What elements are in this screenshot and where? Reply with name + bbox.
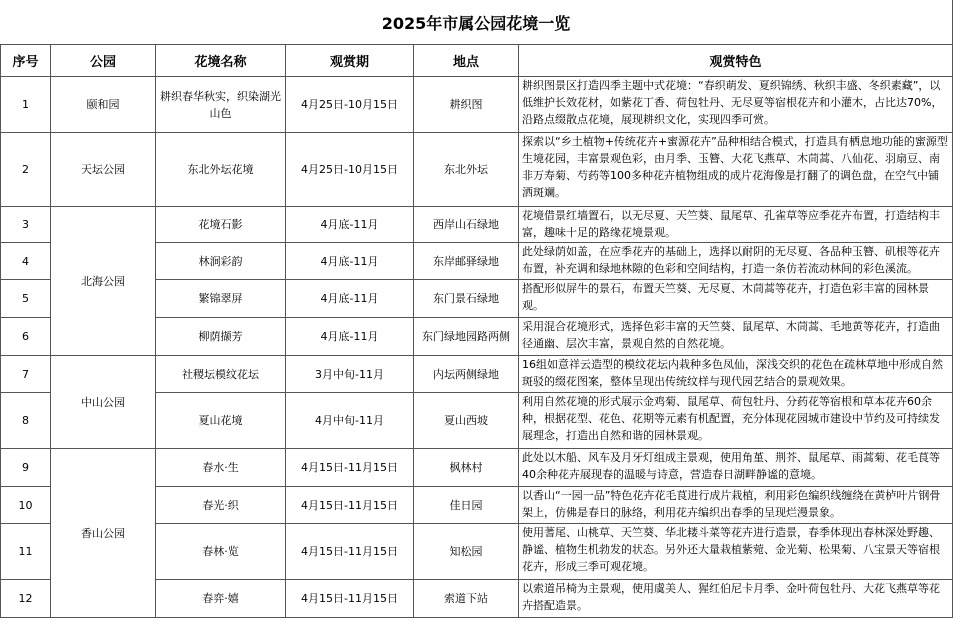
cell-no[interactable]: 6: [1, 318, 51, 356]
cell-desc[interactable]: 利用自然花境的形式展示金鸡菊、鼠尾草、荷包牡丹、分药花等宿根和草本花卉60余种，根据花型、花色、花期等元素有机配置，充分体现花园城市建设中节约及可持续发展理念，打造出自然和谐的园林景观。: [519, 393, 953, 449]
cell-period[interactable]: 4月15日-11月15日: [286, 524, 414, 580]
cell-no[interactable]: 3: [1, 207, 51, 243]
cell-period[interactable]: 4月15日-11月15日: [286, 449, 414, 487]
cell-no[interactable]: 12: [1, 580, 51, 618]
cell-no[interactable]: 11: [1, 524, 51, 580]
cell-place[interactable]: 东门绿地园路两侧: [414, 318, 519, 356]
cell-no[interactable]: 5: [1, 280, 51, 318]
cell-name[interactable]: 夏山花境: [156, 393, 286, 449]
header-period[interactable]: 观赏期: [286, 45, 414, 77]
cell-no[interactable]: 4: [1, 243, 51, 280]
cell-period[interactable]: 4月底-11月: [286, 243, 414, 280]
cell-place[interactable]: 夏山西坡: [414, 393, 519, 449]
cell-place[interactable]: 东岸邮驿绿地: [414, 243, 519, 280]
cell-place[interactable]: 耕织图: [414, 77, 519, 133]
cell-name[interactable]: 耕织春华秋实，织染湖光山色: [156, 77, 286, 133]
header-no[interactable]: 序号: [1, 45, 51, 77]
header-park[interactable]: 公园: [51, 45, 156, 77]
cell-place[interactable]: 内坛两侧绿地: [414, 356, 519, 393]
cell-period[interactable]: 4月底-11月: [286, 207, 414, 243]
cell-desc[interactable]: 花境借景红墙置石，以无尽夏、天竺葵、鼠尾草、孔雀草等应季花卉布置，打造结构丰富，趣味十足的路缘花境景观。: [519, 207, 953, 243]
cell-period[interactable]: 4月中旬-11月: [286, 393, 414, 449]
cell-no[interactable]: 1: [1, 77, 51, 133]
cell-name[interactable]: 春林·览: [156, 524, 286, 580]
table-row: [1, 133, 953, 207]
cell-period[interactable]: 4月15日-11月15日: [286, 487, 414, 524]
cell-place[interactable]: 佳日园: [414, 487, 519, 524]
cell-period[interactable]: 3月中旬-11月: [286, 356, 414, 393]
cell-desc[interactable]: 以香山“一园一品”特色花卉花毛茛进行成片栽植，利用彩色编织线缠绕在黄栌叶片钢骨架上，仿佛是春日的脉络，利用花卉编织出春季的呈现烂漫景象。: [519, 487, 953, 524]
table-row: [1, 207, 953, 243]
cell-desc[interactable]: 耕织图景区打造四季主题中式花境：“春织萌发、夏织锦绣、秋织丰盛、冬织素藏”，以低维护长效花材，如紫花丁香、荷包牡丹、无尽夏等宿根花卉和小灌木，占比达70%，沿路点缀散点花境，展现耕织文化，实现四季可赏。: [519, 77, 953, 133]
cell-name[interactable]: 春水·生: [156, 449, 286, 487]
cell-name[interactable]: 柳荫撷芳: [156, 318, 286, 356]
cell-name[interactable]: 林涧彩韵: [156, 243, 286, 280]
table-row: [1, 356, 953, 393]
cell-no[interactable]: 9: [1, 449, 51, 487]
table-row: [1, 77, 953, 133]
header-row: [1, 45, 953, 77]
cell-park[interactable]: 天坛公园: [51, 133, 156, 207]
cell-name[interactable]: 春光·织: [156, 487, 286, 524]
cell-desc[interactable]: 使用蓍尾、山桃草、天竺葵、华北耧斗菜等花卉进行造景，春季体现出春林深处野趣、静谧、植物生机勃发的状态。另外还大量栽植紫菀、金光菊、松果菊、八宝景天等宿根花卉，形成三季可观花境。: [519, 524, 953, 580]
cell-desc[interactable]: 采用混合花境形式，选择色彩丰富的天竺葵、鼠尾草、木茼蒿、毛地黄等花卉，打造曲径通幽、层次丰富，景观自然的自然花境。: [519, 318, 953, 356]
cell-no[interactable]: 2: [1, 133, 51, 207]
cell-desc[interactable]: 探索以“乡土植物+传统花卉+蜜源花卉”品种相结合模式，打造具有栖息地功能的蜜源型生境花园，丰富景观色彩，由月季、玉簪、大花飞燕草、木茼蒿、八仙花、羽扇豆、南非万寿菊、芍药等100多种花卉植物组成的成片花海像是打翻了的调色盘，在空气中铺洒斑斓。: [519, 133, 953, 207]
cell-period[interactable]: 4月25日-10月15日: [286, 133, 414, 207]
cell-desc[interactable]: 16组如意祥云造型的模纹花坛内栽种多色凤仙，深浅交织的花色在疏林草地中形成自然斑驳的缀花图案，整体呈现出传统纹样与现代园艺结合的景观效果。: [519, 356, 953, 393]
cell-desc[interactable]: 以索道吊椅为主景观，使用虞美人、猩红伯尼卡月季、金叶荷包牡丹、大花飞燕草等花卉搭配造景。: [519, 580, 953, 618]
cell-name[interactable]: 春弈·嬉: [156, 580, 286, 618]
header-desc[interactable]: 观赏特色: [519, 45, 953, 77]
cell-no[interactable]: 10: [1, 487, 51, 524]
cell-name[interactable]: 社稷坛模纹花坛: [156, 356, 286, 393]
header-place[interactable]: 地点: [414, 45, 519, 77]
cell-period[interactable]: 4月25日-10月15日: [286, 77, 414, 133]
cell-park[interactable]: 颐和园: [51, 77, 156, 133]
cell-place[interactable]: 东门景石绿地: [414, 280, 519, 318]
cell-desc[interactable]: 搭配形似屏牛的景石，布置天竺葵、无尽夏、木茼蒿等花卉，打造色彩丰富的园林景观。: [519, 280, 953, 318]
cell-name[interactable]: 繁锦翠屏: [156, 280, 286, 318]
header-name[interactable]: 花境名称: [156, 45, 286, 77]
table-title: 2025年市属公园花境一览: [0, 0, 953, 44]
cell-name[interactable]: 花境石影: [156, 207, 286, 243]
cell-desc[interactable]: 此处绿荫如盖，在应季花卉的基础上，选择以耐阴的无尽夏、各品种玉簪、矶根等花卉布置，补充调和绿地林隙的色彩和空间结构，打造一条仿若流动林间的彩色溪流。: [519, 243, 953, 280]
cell-place[interactable]: 枫林村: [414, 449, 519, 487]
cell-period[interactable]: 4月15日-11月15日: [286, 580, 414, 618]
cell-place[interactable]: 知松园: [414, 524, 519, 580]
flower-border-table: [0, 44, 953, 618]
table-row: [1, 449, 953, 487]
cell-period[interactable]: 4月底-11月: [286, 318, 414, 356]
cell-park[interactable]: 北海公园: [51, 207, 156, 356]
cell-park[interactable]: 中山公园: [51, 356, 156, 449]
cell-period[interactable]: 4月底-11月: [286, 280, 414, 318]
cell-place[interactable]: 西岸山石绿地: [414, 207, 519, 243]
cell-name[interactable]: 东北外坛花境: [156, 133, 286, 207]
cell-place[interactable]: 东北外坛: [414, 133, 519, 207]
cell-no[interactable]: 7: [1, 356, 51, 393]
cell-place[interactable]: 索道下站: [414, 580, 519, 618]
cell-desc[interactable]: 此处以木船、风车及月牙灯组成主景观，使用角堇、荆芥、鼠尾草、雨蒿菊、花毛茛等40余种花卉展现春的温暖与诗意，营造春日湖畔静谧的意境。: [519, 449, 953, 487]
cell-no[interactable]: 8: [1, 393, 51, 449]
cell-park[interactable]: 香山公园: [51, 449, 156, 618]
